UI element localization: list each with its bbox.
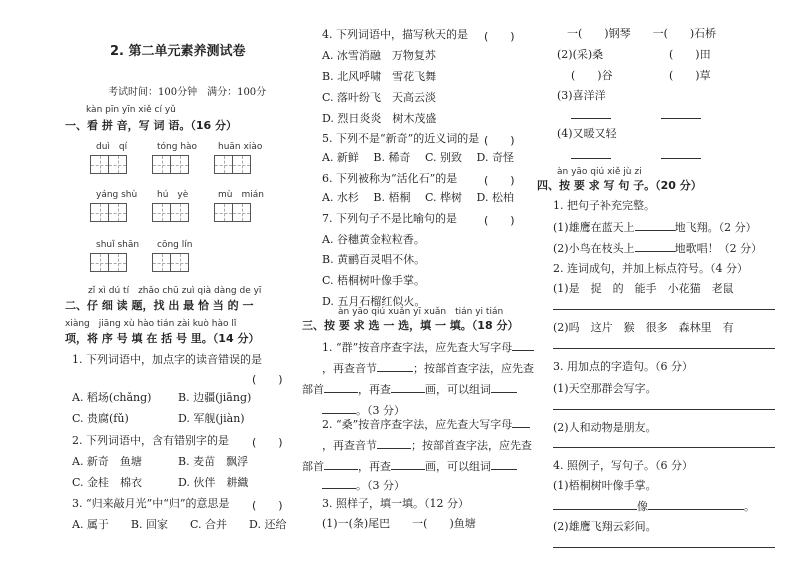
q2-6-text: 6. 下列被称为“活化石”的是 — [322, 172, 458, 185]
q2-7-text: 7. 下列句子不是比喻句的是 — [322, 212, 457, 225]
q4-4a: (1)梧桐树叶像手掌。 — [553, 479, 657, 492]
q4-1-text: 1. 把句子补充完整。 — [553, 199, 655, 212]
q2-3-text: 3. “归来敲月光”中“归”的意思是 — [72, 497, 230, 510]
q2-1-option-a: A. 稻场(chǎng) — [72, 391, 152, 404]
q2-5-answer-bracket[interactable]: ( ) — [484, 134, 515, 147]
q2-2-answer-bracket[interactable]: ( ) — [252, 436, 283, 449]
q3-1-strokes-blank[interactable] — [391, 383, 425, 393]
q2-1-option-c: C. 贵腐(fǔ) — [72, 412, 129, 425]
q3-1-line3: 部首 ，再查 画，可以组词 — [302, 383, 517, 395]
q2-4-answer-bracket[interactable]: ( ) — [484, 30, 515, 43]
q3-2-line4: 。（3 分） — [322, 479, 405, 491]
writing-box-5[interactable] — [152, 203, 188, 222]
q2-1-option-b: B. 边疆(jiāng) — [178, 391, 252, 404]
q2-5-text: 5. 下列不是“新奇”的近义词的是 — [322, 132, 480, 145]
q3-1-line4: 。（3 分） — [322, 404, 405, 416]
q4-1b-blank[interactable] — [635, 242, 675, 252]
writing-box-8[interactable] — [152, 253, 188, 272]
q4-4a-blank-1[interactable] — [553, 500, 637, 510]
q4-3a-answer-line[interactable] — [553, 409, 775, 410]
q2-5-options: A. 新鲜 B. 稀奇 C. 别致 D. 奇怪 — [322, 151, 514, 164]
s3-pinyin: àn yāo qiú xuǎn yī xuǎn tián yi tián — [338, 307, 504, 317]
writing-box-3[interactable] — [214, 155, 250, 174]
q3-3-2b: ( )田 — [669, 48, 711, 61]
q3-3-2c: ( )谷 — [571, 69, 613, 82]
q2-6-answer-bracket[interactable]: ( ) — [484, 174, 515, 187]
s1-pinyin: kàn pīn yīn xiě cí yǔ — [86, 105, 176, 115]
q4-2b: (2)吗 这片 猴 很多 森林里 有 — [553, 321, 734, 334]
pinyin-word-4: yáng shù — [96, 190, 138, 200]
q3-2-syllable-blank[interactable] — [377, 439, 411, 449]
q3-1-word-blank-2[interactable] — [322, 404, 356, 414]
q3-2-radical-blank[interactable] — [324, 460, 358, 470]
q4-2-text: 2. 连词成句，并加上标点符号。（4 分） — [553, 262, 748, 275]
q3-2-word-blank[interactable] — [491, 460, 517, 470]
q2-4-option-d: D. 烈日炎炎 树木茂盛 — [322, 112, 437, 125]
q3-3-3-blank-2[interactable] — [661, 118, 701, 119]
q3-3-4: (4)又暖又轻 — [557, 127, 617, 140]
writing-box-1[interactable] — [90, 155, 126, 174]
q2-7-answer-bracket[interactable]: ( ) — [484, 214, 515, 227]
q2-2-option-d: D. 伙伴 耕織 — [178, 476, 249, 489]
q4-4a-blank-2[interactable] — [648, 500, 744, 510]
q2-6-options: A. 水杉 B. 梧桐 C. 桦树 D. 松柏 — [322, 191, 514, 204]
q2-2-option-b: B. 麦苗 飘浮 — [178, 455, 249, 468]
q2-1-answer-bracket[interactable]: ( ) — [252, 373, 283, 386]
q2-7-option-a: A. 谷穗黄金粒粒香。 — [322, 233, 425, 246]
q2-3-answer-bracket[interactable]: ( ) — [252, 499, 283, 512]
q4-1a-blank[interactable] — [635, 221, 675, 231]
q4-2a: (1)是 捉 的 能手 小花猫 老鼠 — [553, 282, 734, 295]
q3-1-line2: ，再查音节 ；按部首查字法，应先查 — [322, 362, 534, 375]
q3-3-3-blank-1[interactable] — [571, 118, 611, 119]
q2-7-option-b: B. 黄鹂百灵唱不休。 — [322, 253, 426, 266]
q3-2-letter-blank[interactable] — [512, 418, 530, 428]
q3-1-word-blank[interactable] — [491, 383, 517, 393]
q2-2-text: 2. 下列词语中，含有错别字的是 — [72, 434, 229, 447]
s2-pinyin-2: xiàng jiāng xù hào tián zài kuò hào lǐ — [65, 319, 237, 329]
q4-4b-answer-line[interactable] — [553, 547, 775, 548]
writing-box-2[interactable] — [152, 155, 188, 174]
writing-box-4[interactable] — [90, 203, 126, 222]
page-title: 2. 第二单元素养测试卷 — [110, 44, 246, 59]
q2-4-option-c: C. 落叶纷飞 天高云淡 — [322, 91, 437, 104]
s3-heading: 三、按 要 求 选 一 选，填 一 填。（18 分） — [302, 319, 519, 332]
q3-3-2d: ( )草 — [669, 69, 711, 82]
pinyin-word-5: hú yè — [157, 190, 189, 200]
q4-2a-answer-line[interactable] — [553, 309, 775, 310]
q2-3-options: A. 属于 B. 回家 C. 合并 D. 还给 — [72, 518, 287, 531]
q3-3-2a: (2)(采)桑 — [557, 48, 604, 61]
q2-7-option-d: D. 五月石榴红似火。 — [322, 295, 426, 308]
q2-4-option-a: A. 冰雪消融 万物复苏 — [322, 49, 436, 62]
q4-2b-answer-line[interactable] — [553, 348, 775, 349]
pinyin-word-1: duì qí — [96, 142, 128, 152]
pinyin-word-6: mù mián — [218, 190, 264, 200]
pinyin-word-7: shuǐ shān — [96, 240, 140, 250]
q3-3-4-blank-1[interactable] — [571, 158, 611, 159]
q2-2-option-c: C. 金桂 棉衣 — [72, 476, 143, 489]
q3-2-word-blank-2[interactable] — [322, 479, 356, 489]
q2-2-option-a: A. 新奇 鱼塘 — [72, 455, 142, 468]
q2-1-text: 1. 下列词语中，加点字的读音错误的是 — [72, 353, 262, 366]
q2-4-text: 4. 下列词语中，描写秋天的是 — [322, 28, 468, 41]
writing-box-7[interactable] — [90, 253, 126, 272]
q3-1-letter-blank[interactable] — [512, 341, 534, 351]
s2-pinyin-1: zǐ xì dú tí zhǎo chū zuì qià dàng de yī — [88, 286, 262, 296]
s2-heading-2: 项，将 序 号 填 在 括 号 里。（14 分） — [65, 332, 260, 345]
writing-box-6[interactable] — [214, 203, 250, 222]
q4-4a-answer: 像 。 — [553, 500, 755, 512]
q3-3-4-blank-2[interactable] — [661, 158, 701, 159]
s4-heading: 四、按 要 求 写 句 子。（20 分） — [537, 179, 702, 192]
q3-1-line1: 1. “群”按音序查字法，应先查大写字母 — [322, 341, 534, 353]
q4-1a: (1)雄鹰在蓝天上 地飞翔。（2 分） — [553, 221, 757, 234]
pinyin-word-2: tóng hào — [157, 142, 198, 152]
q3-2-line3: 部首 ，再查 画，可以组词 — [302, 460, 517, 472]
q2-4-option-b: B. 北风呼啸 雪花飞舞 — [322, 70, 437, 83]
q4-3b: (2)人和动物是朋友。 — [553, 421, 657, 434]
q3-3-text: 3. 照样子，填一填。（12 分） — [322, 497, 469, 510]
q3-2-strokes-blank[interactable] — [391, 460, 425, 470]
s2-heading-1: 二、仔 细 读 题，找 出 最 恰 当 的 一 — [65, 299, 254, 312]
q4-3a: (1)天空那群会写字。 — [553, 382, 657, 395]
q3-1-radical-blank[interactable] — [324, 383, 358, 393]
q4-1b: (2)小鸟在枝头上 地歌唱！（2 分） — [553, 242, 763, 255]
s1-heading: 一、看 拼 音，写 词 语。（16 分） — [65, 119, 237, 132]
q4-4b: (2)雄鹰飞翔云彩间。 — [553, 520, 657, 533]
q3-1-syllable-blank[interactable] — [377, 362, 413, 372]
q3-3-3: (3)喜洋洋 — [557, 89, 606, 102]
pinyin-word-3: huān xiào — [218, 142, 263, 152]
pinyin-word-8: cōng lín — [157, 240, 193, 250]
q4-3b-answer-line[interactable] — [553, 447, 775, 448]
q3-2-line1: 2. “桑”按音序查字法，应先查大写字母 — [322, 418, 530, 430]
q2-1-option-d: D. 军舰(jiàn) — [178, 412, 245, 425]
q4-3-text: 3. 用加点的字造句。（6 分） — [553, 360, 693, 373]
s4-pinyin: àn yāo qiú xiě jù zi — [557, 167, 642, 177]
q2-7-option-c: C. 梧桐树叶像手掌。 — [322, 274, 426, 287]
q3-3-example: (1)一(条)尾巴 一( )鱼塘 — [322, 517, 476, 530]
exam-info: 考试时间：100分钟 满分：100分 — [108, 87, 267, 98]
q4-4-text: 4. 照例子，写句子。（6 分） — [553, 459, 693, 472]
q3-2-line2: ，再查音节 ；按部首查字法，应先查 — [322, 439, 532, 452]
q3-3-row1: 一( )钢琴 一( )石桥 — [567, 27, 717, 40]
